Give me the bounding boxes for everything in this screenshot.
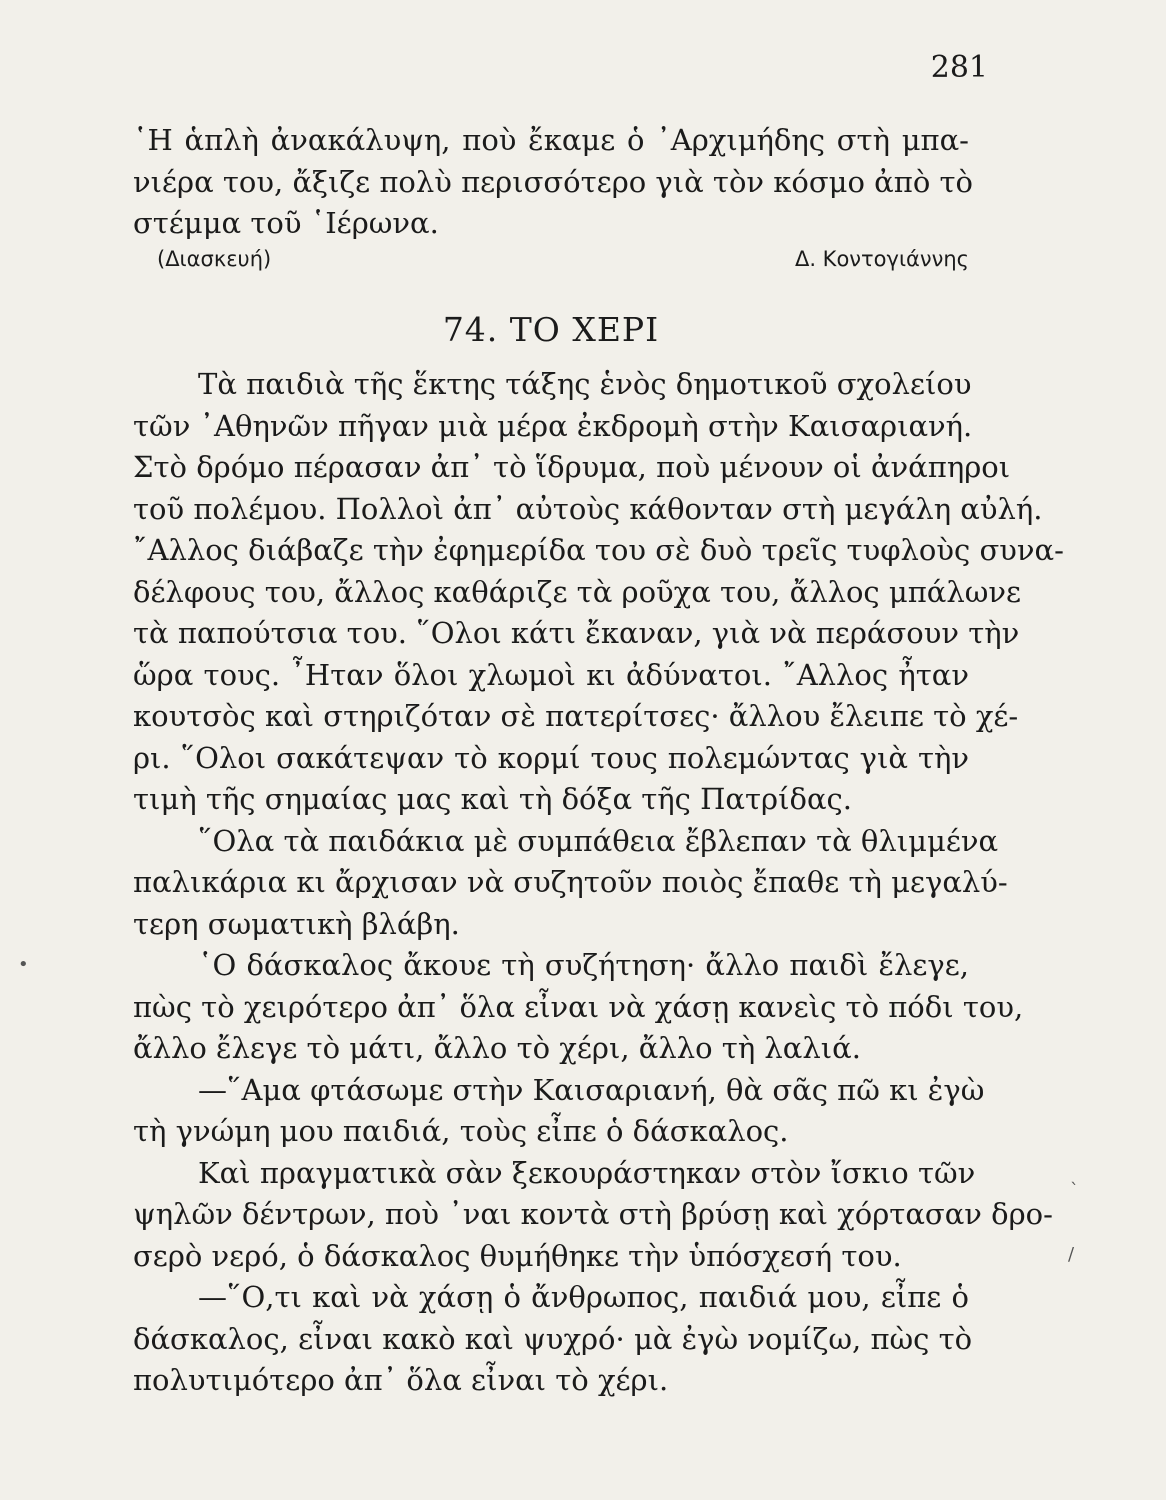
chapter-body: [133, 364, 1064, 1402]
page-number: 281: [930, 50, 988, 85]
attribution-note: (Διασκευή): [157, 247, 272, 271]
margin-slash: /: [1068, 1244, 1075, 1265]
text-line: ῞Ολα τὰ παιδάκια μὲ συμπάθεια ἔβλεπαν τὰ θλιμμένα: [198, 823, 999, 858]
text-line: δέλφους του, ἄλλος καθάριζε τὰ ροῦχα του, ἄλλος μπάλωνε: [133, 574, 1022, 609]
text-line: τὴ γνώμη μου παιδιά, τοὺς εἶπε ὁ δάσκαλος.: [133, 1114, 789, 1148]
intro-paragraph: [133, 120, 974, 245]
attribution: [157, 244, 969, 274]
paragraph: [133, 821, 1008, 946]
text-line: τῶν ᾿Αθηνῶν πῆγαν μιὰ μέρα ἐκδρομὴ στὴν Καισαριανή.: [133, 408, 973, 443]
text-line: Καὶ πραγματικὰ σὰν ξεκουράστηκαν στὸν ἴσκιο τῶν: [198, 1155, 976, 1190]
text-line: —῞Ο,τι καὶ νὰ χάσῃ ὁ ἄνθρωπος, παιδιά μου, εἶπε ὁ: [198, 1280, 969, 1314]
text-line: ῾Η ἁπλὴ ἀνακάλυψη, ποὺ ἔκαμε ὁ ᾿Αρχιμήδης στὴ μπα-: [133, 123, 969, 157]
text-line: στέμμα τοῦ ῾Ιέρωνα.: [133, 206, 439, 240]
text-line: δάσκαλος, εἶναι κακὸ καὶ ψυχρό· μὰ ἐγὼ νομίζω, πὼς τὸ: [133, 1321, 973, 1356]
paragraph: [133, 1277, 973, 1402]
paragraph: [133, 364, 1064, 821]
chapter-title: 74. ΤΟ ΧΕΡΙ: [442, 310, 660, 349]
text-line: Στὸ δρόμο πέρασαν ἀπ᾿ τὸ ἵδρυμα, ποὺ μένουν οἱ ἀνάπηροι: [133, 450, 1011, 484]
text-line: πὼς τὸ χειρότερο ἀπ᾿ ὅλα εἶναι νὰ χάσῃ κανεὶς τὸ πόδι του,: [133, 989, 1024, 1024]
text-line: ψηλῶν δέντρων, ποὺ ᾿ναι κοντὰ στὴ βρύσῃ καὶ χόρτασαν δρο-: [133, 1197, 1053, 1231]
text-line: πολυτιμότερο ἀπ᾿ ὅλα εἶναι τὸ χέρι.: [133, 1363, 669, 1397]
text-line: κουτσὸς καὶ στηριζόταν σὲ πατερίτσες· ἄλλου ἔλειπε τὸ χέ-: [133, 699, 1019, 733]
paragraph: [133, 945, 1024, 1070]
text-line: ρι. ῞Ολοι σακάτεψαν τὸ κορμί τους πολεμώντας γιὰ τὴν: [133, 740, 969, 775]
paragraph: [133, 1070, 985, 1153]
attribution-author: Δ. Κοντογιάννης: [794, 247, 969, 271]
text-line: ὥρα τους. ῏Ηταν ὅλοι χλωμοὶ κι ἀδύνατοι. ῎Αλλος ἦταν: [133, 657, 969, 692]
text-line: ῾Ο δάσκαλος ἄκουε τὴ συζήτηση· ἄλλο παιδὶ ἔλεγε,: [198, 948, 969, 982]
text-line: τοῦ πολέμου. Πολλοὶ ἀπ᾿ αὐτοὺς κάθονταν στὴ μεγάλη αὐλή.: [133, 491, 1043, 526]
text-line: τὰ παπούτσια του. ῞Ολοι κάτι ἔκαναν, γιὰ νὰ περάσουν τὴν: [133, 616, 1020, 650]
text-line: ἄλλο ἔλεγε τὸ μάτι, ἄλλο τὸ χέρι, ἄλλο τὴ λαλιά.: [133, 1031, 861, 1065]
margin-dash: ˋ: [1070, 1180, 1079, 1201]
text-line: τιμὴ τῆς σημαίας μας καὶ τὴ δόξα τῆς Πατρίδας.: [133, 782, 852, 816]
paragraph: [133, 1153, 1053, 1278]
text-line: παλικάρια κι ἄρχισαν νὰ συζητοῦν ποιὸς ἔπαθε τὴ μεγαλύ-: [133, 865, 1008, 899]
text-line: —῞Αμα φτάσωμε στὴν Καισαριανή, θὰ σᾶς πῶ κι ἐγὼ: [198, 1072, 985, 1107]
text-line: ῎Αλλος διάβαζε τὴν ἐφημερίδα του σὲ δυὸ τρεῖς τυφλοὺς συνα-: [133, 533, 1064, 567]
text-line: σερὸ νερό, ὁ δάσκαλος θυμήθηκε τὴν ὑπόσχεσή του.: [133, 1238, 902, 1273]
intro-text: [133, 120, 974, 245]
text-line: τερη σωματικὴ βλάβη.: [133, 906, 460, 941]
margin-dot: •: [18, 954, 29, 975]
text-line: Τὰ παιδιὰ τῆς ἕκτης τάξης ἑνὸς δημοτικοῦ σχολείου: [198, 367, 972, 401]
text-line: νιέρα του, ἄξιζε πολὺ περισσότερο γιὰ τὸν κόσμο ἀπὸ τὸ: [133, 164, 974, 199]
